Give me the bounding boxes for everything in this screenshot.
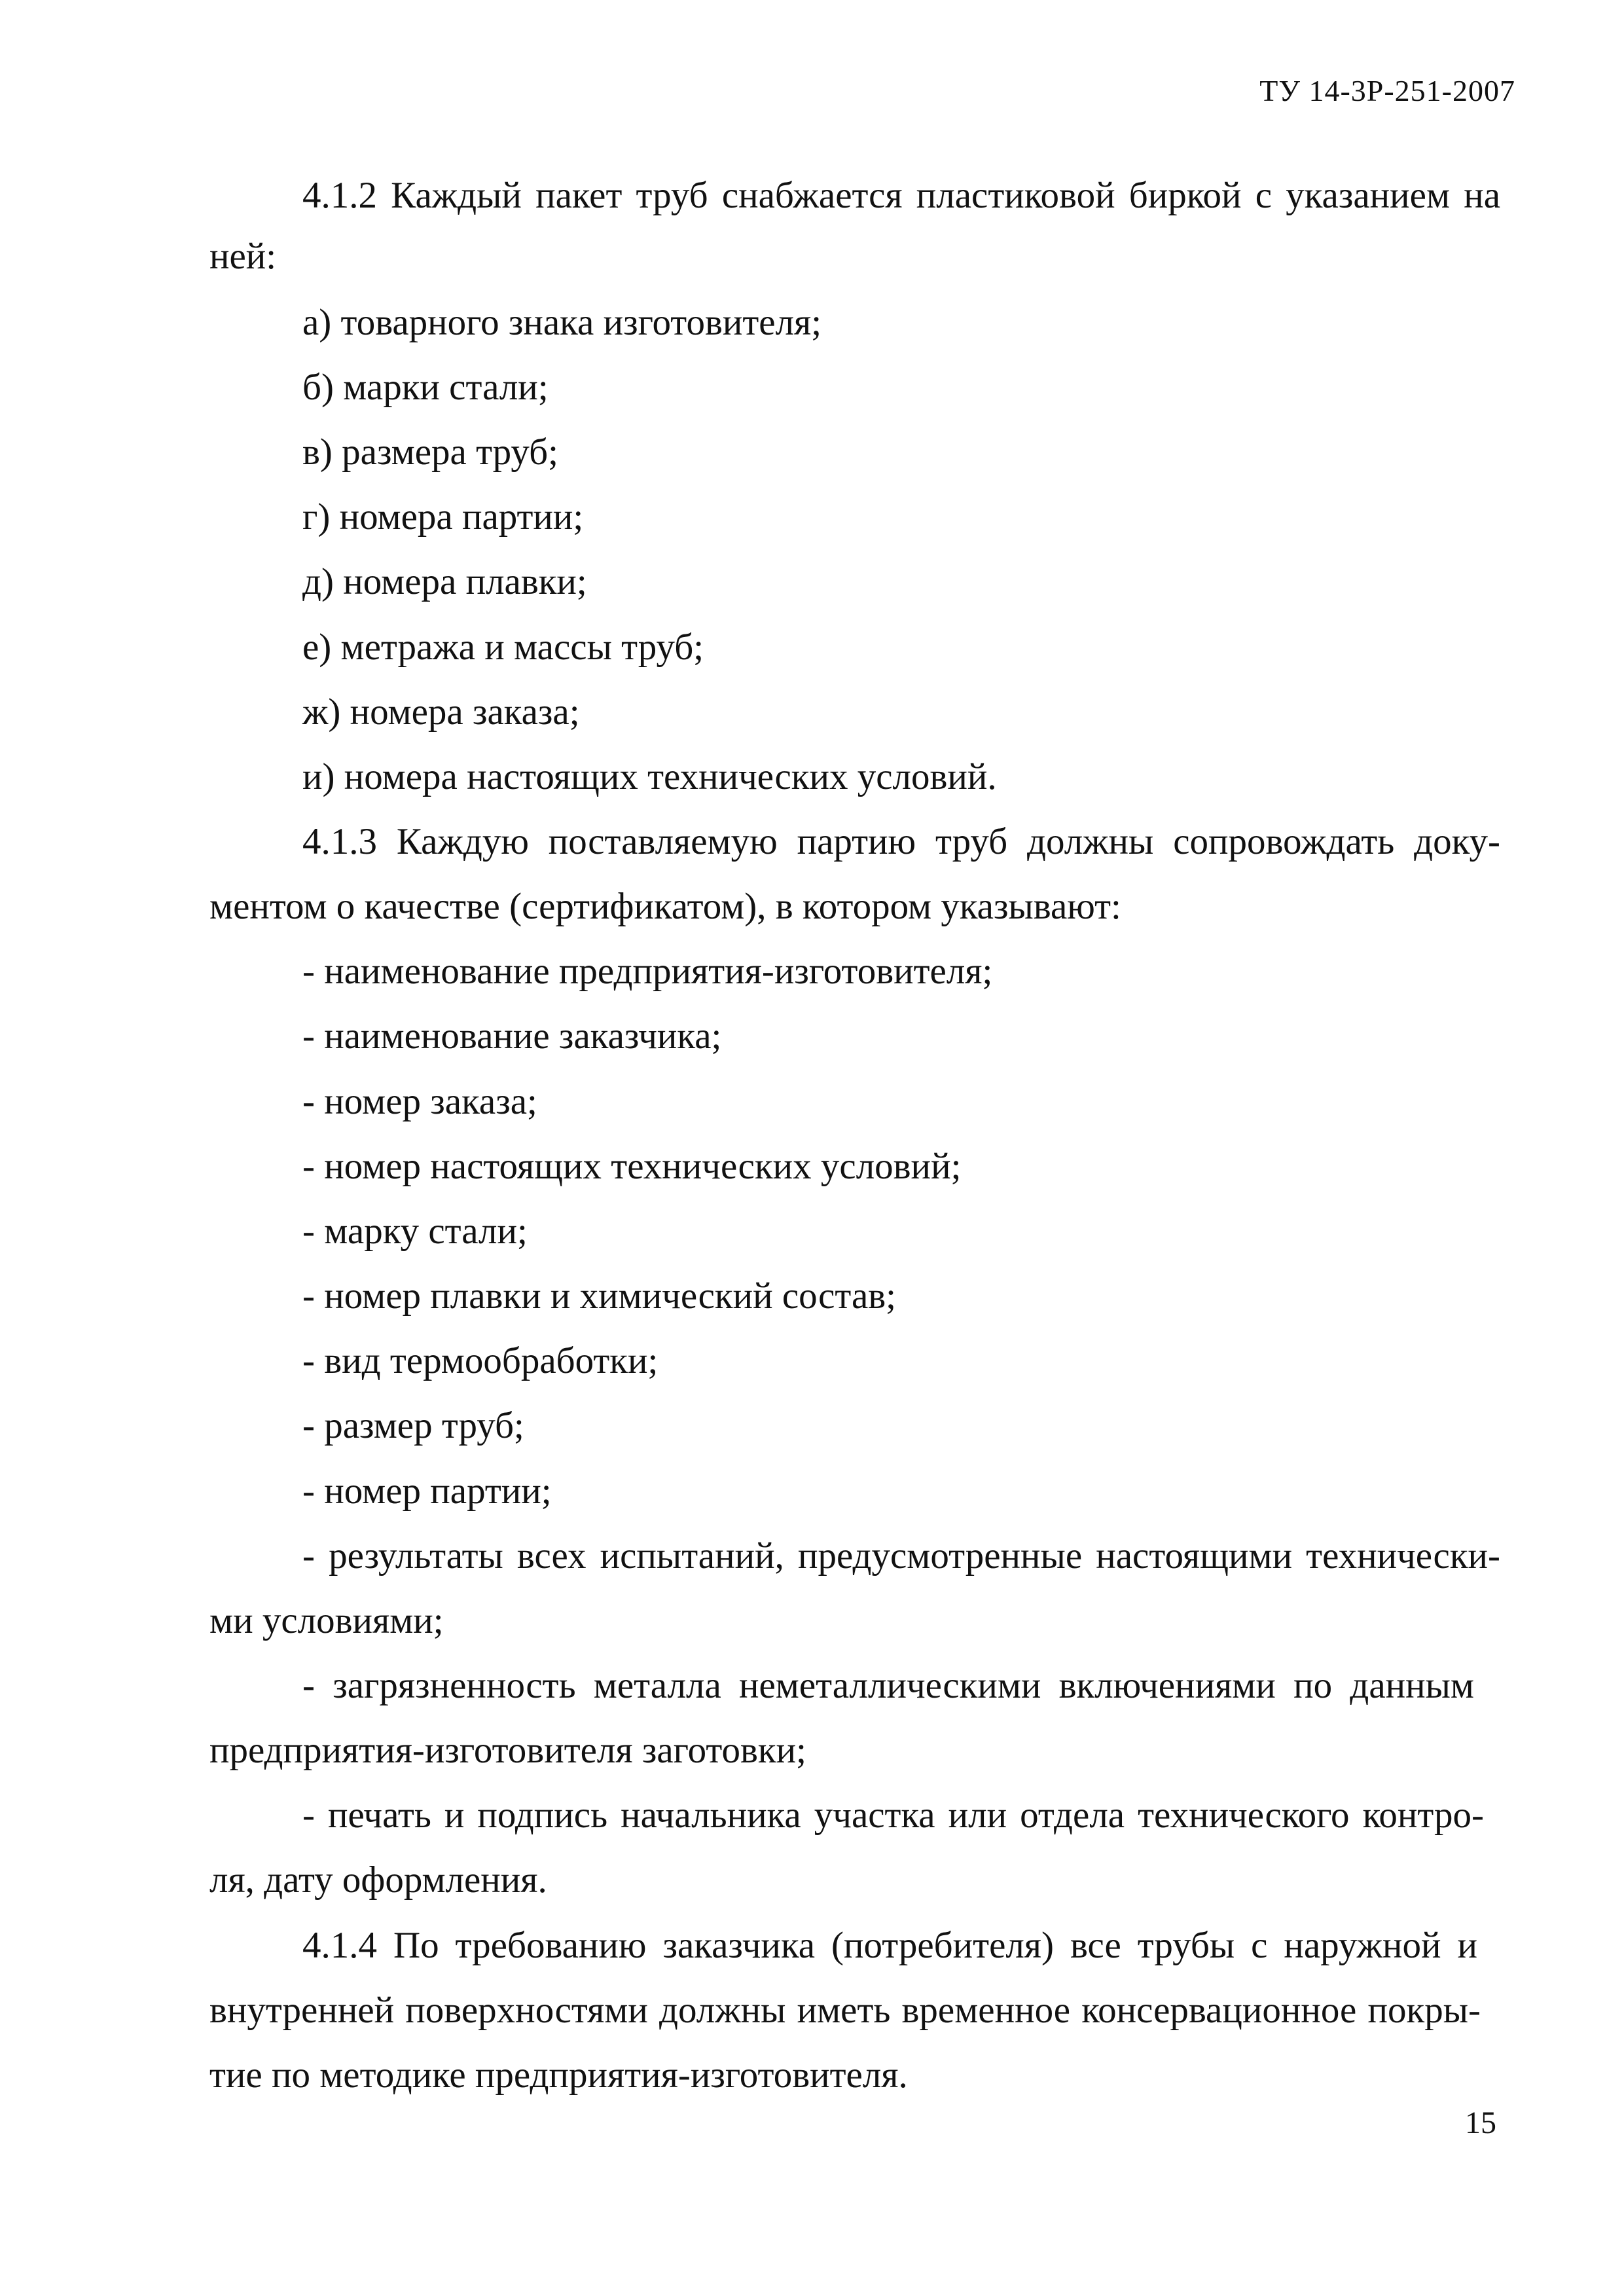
list-item: г) номера партии; bbox=[302, 496, 584, 538]
list-item: б) марки стали; bbox=[302, 367, 549, 408]
clause-4-1-3-line-1: 4.1.3 Каждую поставляемую партию труб должны сопровождать доку- bbox=[302, 821, 1500, 862]
clause-4-1-3-line-2: ментом о качестве (сертификатом), в котором указывают: bbox=[209, 886, 1121, 927]
list-item-results-line-1: - результаты всех испытаний, предусмотренные настоящими технически- bbox=[302, 1535, 1500, 1576]
list-item: ж) номера заказа; bbox=[302, 691, 580, 733]
clause-4-1-4-line-1: 4.1.4 По требованию заказчика (потребителя) все трубы с наружной и bbox=[302, 1925, 1477, 1966]
list-item-results-line-2: ми условиями; bbox=[209, 1600, 444, 1641]
list-item: - наименование предприятия-изготовителя; bbox=[302, 951, 993, 992]
list-item: - вид термообработки; bbox=[302, 1340, 659, 1381]
list-item: - номер заказа; bbox=[302, 1081, 537, 1122]
clause-4-1-2-line-1: 4.1.2 Каждый пакет труб снабжается пластиковой биркой с указанием на bbox=[302, 175, 1500, 216]
list-item-stamp-line-1: - печать и подпись начальника участка или отдела технического контро- bbox=[302, 1795, 1484, 1836]
list-item-contamination-line-1: - загрязненность металла неметаллическими включениями по данным bbox=[302, 1665, 1474, 1706]
list-item: и) номера настоящих технических условий. bbox=[302, 756, 997, 797]
clause-4-1-4-line-3: тие по методике предприятия-изготовителя. bbox=[209, 2054, 908, 2096]
list-item: е) метража и массы труб; bbox=[302, 627, 704, 668]
clause-4-1-2-line-2: ней: bbox=[209, 236, 277, 277]
list-item: д) номера плавки; bbox=[302, 561, 587, 602]
page-number: 15 bbox=[1465, 2105, 1496, 2140]
list-item: а) товарного знака изготовителя; bbox=[302, 302, 822, 343]
list-item: - марку стали; bbox=[302, 1211, 528, 1252]
list-item: - номер настоящих технических условий; bbox=[302, 1146, 962, 1187]
list-item: - номер плавки и химический состав; bbox=[302, 1275, 897, 1317]
list-item-contamination-line-2: предприятия-изготовителя заготовки; bbox=[209, 1730, 806, 1771]
list-item: - наименование заказчика; bbox=[302, 1015, 722, 1057]
list-item: - номер партии; bbox=[302, 1470, 552, 1512]
list-item: - размер труб; bbox=[302, 1405, 524, 1446]
clause-4-1-4-line-2: внутренней поверхностями должны иметь временное консервационное покры- bbox=[209, 1990, 1481, 2031]
list-item-stamp-line-2: ля, дату оформления. bbox=[209, 1859, 547, 1901]
list-item: в) размера труб; bbox=[302, 431, 559, 473]
document-code: ТУ 14-3Р-251-2007 bbox=[1259, 74, 1515, 107]
